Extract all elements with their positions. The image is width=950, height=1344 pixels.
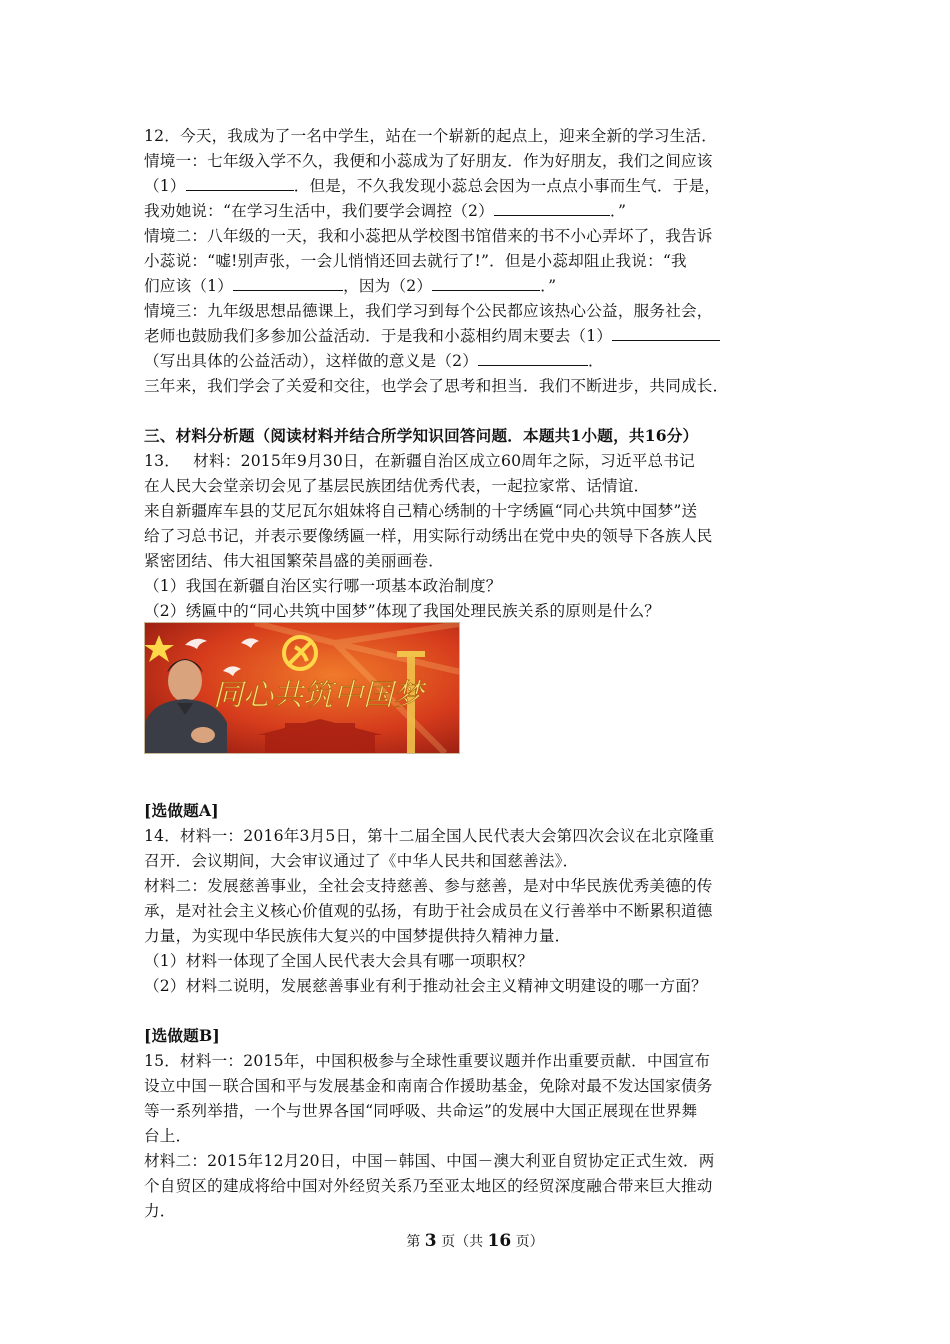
q15-line-3: 等一系列举措，一个与世界各国“同呼吸、共命运”的发展中大国正展现在世界舞 — [144, 1102, 698, 1120]
q12-line-11: 三年来，我们学会了关爱和交往，也学会了思考和担当．我们不断进步，共同成长． — [144, 377, 729, 395]
answer-blank — [478, 351, 588, 366]
q12-line-7: 们应该（1） ，因为（2） ．” — [144, 277, 557, 295]
q14-line-3: 材料二：发展慈善事业，全社会支持慈善、参与慈善，是对中华民族优秀美德的传 — [144, 877, 713, 895]
section3-heading: 三、材料分析题（阅读材料并结合所学知识回答问题．本题共1小题，共16分） — [144, 426, 699, 445]
answer-blank — [233, 276, 343, 291]
page-number: 3 — [424, 1231, 437, 1251]
total-pages: 16 — [487, 1231, 512, 1251]
answer-blank — [494, 201, 610, 216]
q15-line-7: 力． — [144, 1202, 176, 1220]
q13-line-3: 来自新疆库车县的艾尼瓦尔姐妹将自己精心绣制的十字绣匾“同心共筑中国梦”送 — [144, 502, 698, 520]
q15-line-6: 个自贸区的建成将给中国对外经贸关系乃至亚太地区的经贸深度融合带来巨大推动 — [144, 1177, 713, 1195]
q14-question-2: （2）材料二说明，发展慈善事业有利于推动社会主义精神文明建设的哪一方面？ — [144, 977, 707, 995]
q12-line-3: （1） ．但是，不久我发现小蕊总会因为一点点小事而生气．于是， — [144, 177, 721, 195]
q12-line-10: （写出具体的公益活动），这样做的意义是（2） ． — [144, 352, 604, 370]
q15-line-2: 设立中国－联合国和平与发展基金和南南合作援助基金，免除对最不发达国家债务 — [144, 1077, 713, 1095]
q12-line-2: 情境一：七年级入学不久，我便和小蕊成为了好朋友．作为好朋友，我们之间应该 — [144, 152, 713, 170]
q12-line-6: 小蕊说：“嘘!别声张，一会儿悄悄还回去就行了!”．但是小蕊却阻止我说：“我 — [144, 252, 687, 270]
q15-line-5: 材料二：2015年12月20日，中国－韩国、中国－澳大利亚自贸协定正式生效．两 — [144, 1152, 715, 1170]
q15-line-1: 15．材料一：2015年，中国积极参与全球性重要议题并作出重要贡献．中国宣布 — [144, 1052, 711, 1070]
option-a-heading: [选做题A] — [144, 801, 219, 820]
q13-line-4: 给了习总书记，并表示要像绣匾一样，用实际行动绣出在党中央的领导下各族人民 — [144, 527, 713, 545]
q12-line-9: 老师也鼓励我们多参加公益活动．于是我和小蕊相约周末要去（1） — [144, 326, 824, 346]
q12-line-8: 情境三：九年级思想品德课上，我们学习到每个公民都应该热心公益，服务社会， — [144, 302, 713, 320]
page-footer: 第 3 页（共 16 页） — [406, 1231, 544, 1251]
q13-question-1: （1）我国在新疆自治区实行哪一项基本政治制度？ — [144, 577, 502, 595]
q12-line-5: 情境二：八年级的一天，我和小蕊把从学校图书馆借来的书不小心弄坏了，我告诉 — [144, 227, 713, 245]
q13-line-1: 13． 材料：2015年9月30日，在新疆自治区成立60周年之际，习近平总书记 — [144, 452, 695, 470]
answer-blank — [186, 176, 294, 191]
q13-question-2: （2）绣匾中的“同心共筑中国梦”体现了我国处理民族关系的原则是什么？ — [144, 602, 661, 620]
q14-line-2: 召开．会议期间，大会审议通过了《中华人民共和国慈善法》． — [144, 852, 579, 870]
q14-question-1: （1）材料一体现了全国人民代表大会具有哪一项职权？ — [144, 952, 534, 970]
q14-line-1: 14．材料一：2016年3月5日，第十二届全国人民代表大会第四次会议在北京隆重 — [144, 827, 715, 845]
q14-line-4: 承，是对社会主义核心价值观的弘扬，有助于社会成员在义行善举中不断累积道德 — [144, 902, 713, 920]
q13-line-5: 紧密团结、伟大祖国繁荣昌盛的美丽画卷． — [144, 552, 445, 570]
q13-line-2: 在人民大会堂亲切会见了基层民族团结优秀代表，一起拉家常、话情谊． — [144, 477, 650, 495]
answer-blank — [612, 326, 720, 341]
option-b-heading: [选做题B] — [144, 1026, 220, 1045]
q12-line-4: 我劝她说：“在学习生活中，我们要学会调控（2） ．” — [144, 202, 627, 220]
plaque-illustration — [145, 623, 459, 753]
q15-line-4: 台上． — [144, 1127, 192, 1145]
answer-blank — [432, 276, 540, 291]
plaque-photo — [144, 622, 460, 754]
q12-line-1: 12．今天，我成为了一名中学生，站在一个崭新的起点上，迎来全新的学习生活． — [144, 127, 718, 145]
q14-line-5: 力量，为实现中华民族伟大复兴的中国梦提供持久精神力量． — [144, 927, 571, 945]
plaque-slogan: 同心共筑中国梦 — [213, 678, 423, 713]
